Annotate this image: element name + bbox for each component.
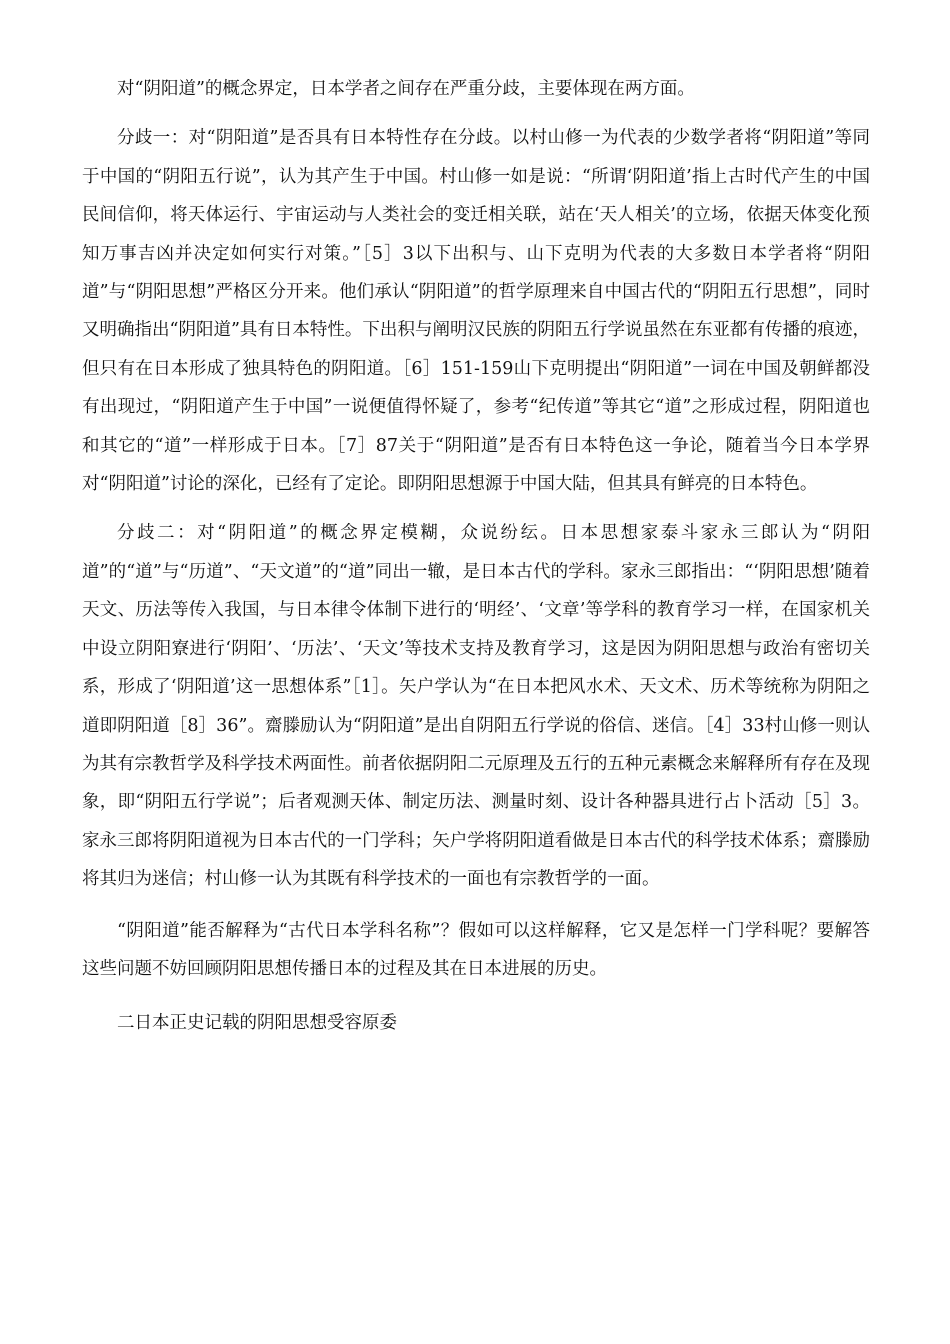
- paragraph-divergence-two: 分歧二：对“阴阳道”的概念界定模糊，众说纷纭。日本思想家泰斗家永三郎认为“阴阳道”的“道”与“历道”、“天文道”的“道”同出一辙，是日本古代的学科。家永三郎指出：“‘阴阳思想’随着天文、历法等传入我国，与日本律令体制下进行的‘明经’、‘文章’等学科的教育学习一样，在国家机关中设立阴阳寮进行‘阴阳’、‘历法’、‘天文’等技术支持及教育学习，这是因为阴阳思想与政治有密切关系，形成了‘阴阳道’这一思想体系”［1］。矢户学认为“在日本把风水术、天文术、历术等统称为阴阳之道即阴阳道［8］36”。齋滕励认为“阴阳道”是出自阴阳五行学说的俗信、迷信。［4］33村山修一则认为其有宗教哲学及科学技术两面性。前者依据阴阳二元原理及五行的五种元素概念来解释所有存在及现象，即“阴阳五行学说”；后者观测天体、制定历法、测量时刻、设计各种器具进行占卜活动［5］3。家永三郎将阴阳道视为日本古代的一门学科；矢户学将阴阳道看做是日本古代的科学技术体系；齋滕励将其归为迷信；村山修一认为其既有科学技术的一面也有宗教哲学的一面。: [82, 523, 870, 890]
- document-page: [82, 70, 870, 1043]
- paragraph-divergence-one: 分歧一：对“阴阳道”是否具有日本特性存在分歧。以村山修一为代表的少数学者将“阴阳道”等同于中国的“阴阳五行说”，认为其产生于中国。村山修一如是说：“所谓‘阴阳道’指上古时代产生的中国民间信仰，将天体运行、宇宙运动与人类社会的变迁相关联，站在‘天人相关’的立场，依据天体变化预知万事吉凶并决定如何实行对策。”［5］3以下出积与、山下克明为代表的大多数日本学者将“阴阳道”与“阴阳思想”严格区分开来。他们承认“阴阳道”的哲学原理来自中国古代的“阴阳五行思想”，同时又明确指出“阴阳道”具有日本特性。下出积与阐明汉民族的阴阳五行学说虽然在东亚都有传播的痕迹，但只有在日本形成了独具特色的阴阳道。［6］151-159山下克明提出“阴阳道”一词在中国及朝鲜都没有出现过，“阴阳道产生于中国”一说便值得怀疑了，参考“纪传道”等其它“道”之形成过程，阴阳道也和其它的“道”一样形成于日本。［7］87关于“阴阳道”是否有日本特色这一争论，随着当今日本学界对“阴阳道”讨论的深化，已经有了定论。即阴阳思想源于中国大陆，但其具有鲜亮的日本特色。: [82, 128, 870, 495]
- section-heading: 二日本正史记载的阴阳思想受容原委: [117, 1013, 397, 1034]
- paragraph-intro: 对“阴阳道”的概念界定，日本学者之间存在严重分歧，主要体现在两方面。: [117, 79, 695, 99]
- paragraph-question: “阴阳道”能否解释为“古代日本学科名称”？假如可以这样解释，它又是怎样一门学科呢？要解答这些问题不妨回顾阴阳思想传播日本的过程及其在日本进展的历史。: [82, 920, 870, 979]
